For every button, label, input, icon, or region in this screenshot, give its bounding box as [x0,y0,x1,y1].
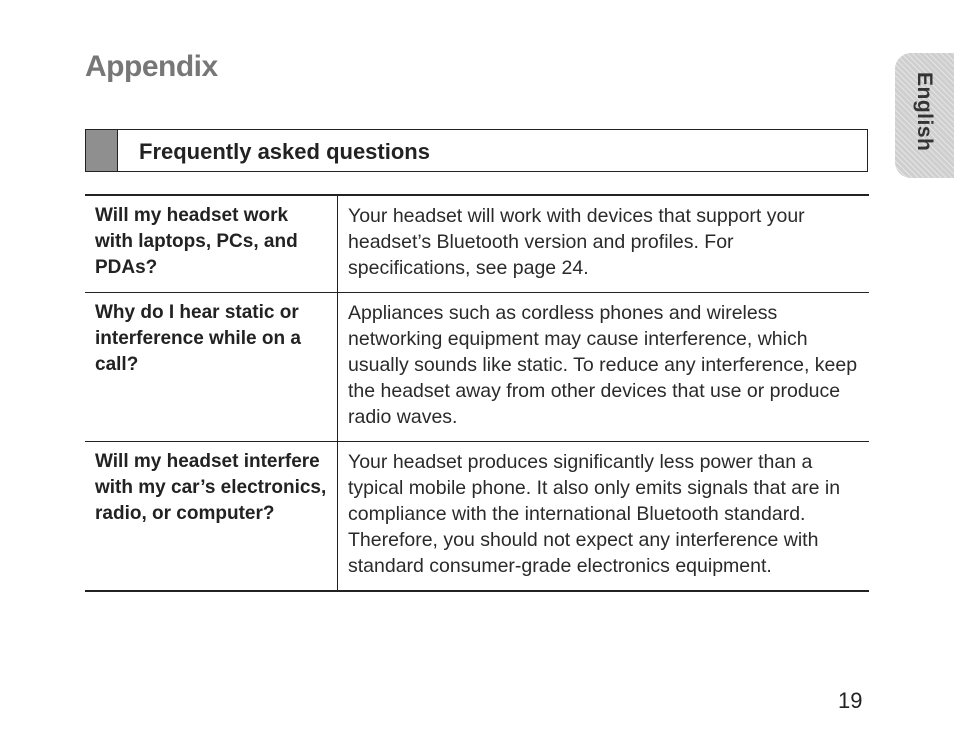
page-title: Appendix [85,50,218,83]
faq-question: Will my headset interfere with my car’s electronics, radio, or computer? [85,442,338,592]
faq-question: Will my headset work with laptops, PCs, and PDAs? [85,195,338,293]
faq-row [85,195,869,293]
page-number: 19 [838,688,863,713]
faq-answer: Appliances such as cordless phones and wireless networking equipment may cause interference, which usually sounds like static. To reduce any interference, keep the headset away from other devices that use or produce radio waves. [338,293,870,442]
section-header [85,129,868,172]
faq-answer: Your headset will work with devices that support your headset’s Bluetooth version and profiles. For specifications, see page 24. [348,205,805,279]
faq-row [85,442,869,592]
section-title: Frequently asked questions [139,139,430,164]
faq-answer: Your headset produces significantly less power than a typical mobile phone. It also only emits signals that are in compliance with the international Bluetooth standard. Therefore, you should not expect any interference with standard consumer-grade electronics equipment. [338,442,870,592]
faq-question: Why do I hear static or interference while on a call? [85,293,338,442]
language-tab-label: English [913,72,936,152]
section-marker [86,130,118,171]
faq-table [85,194,869,592]
faq-row [85,293,869,442]
